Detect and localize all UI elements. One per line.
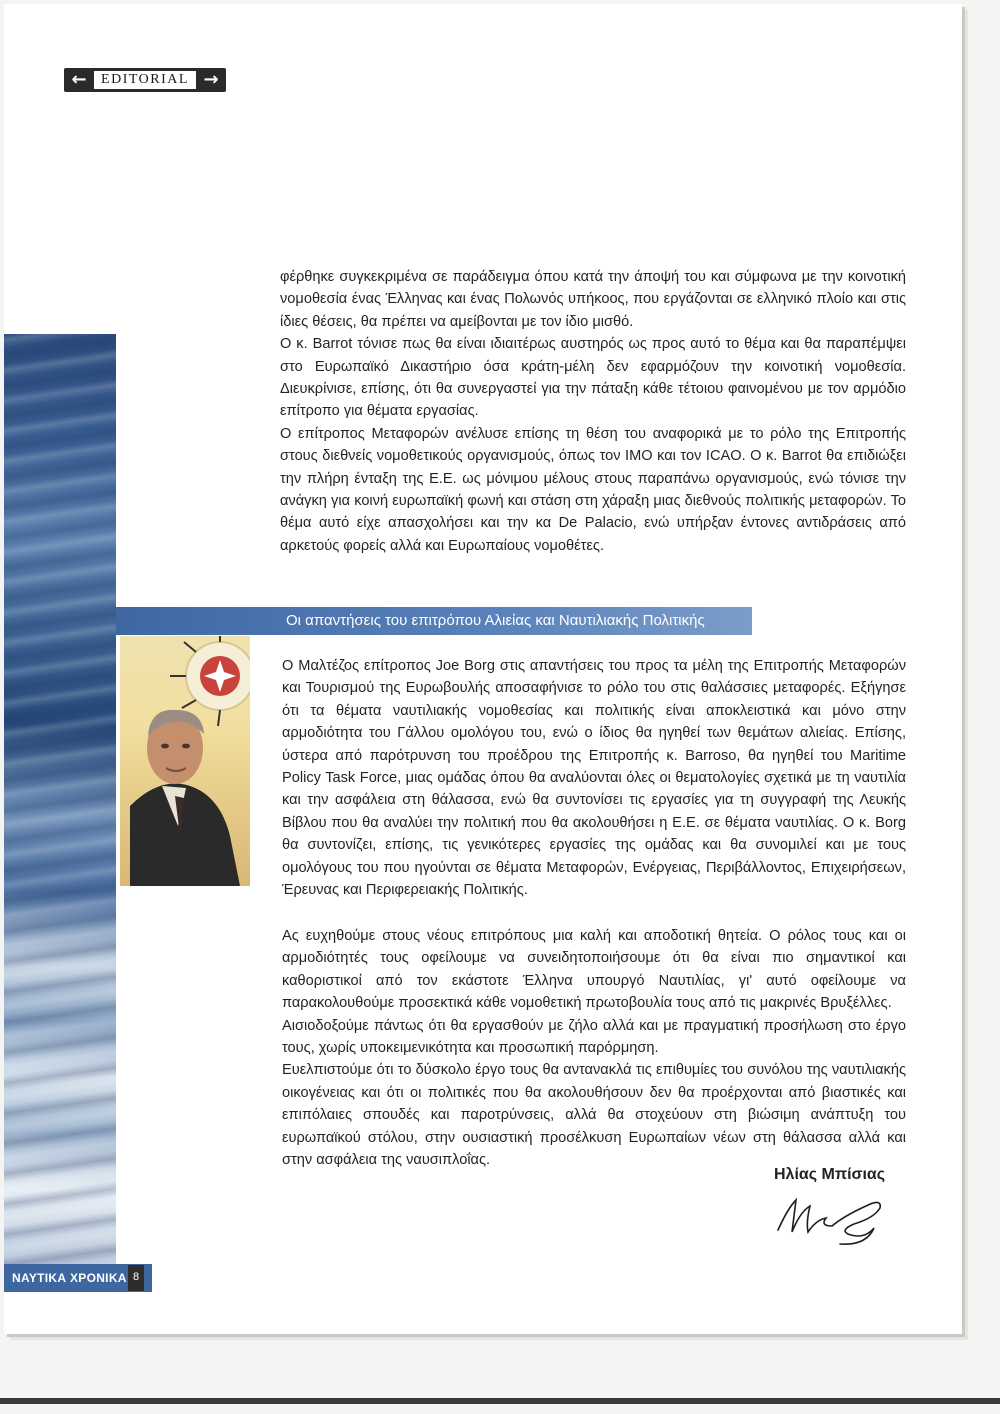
editorial-tag-label: EDITORIAL: [94, 71, 196, 89]
article-intro-block: [280, 266, 906, 557]
section-header-bar: [116, 607, 752, 635]
arrow-right-icon: →: [203, 69, 219, 90]
paragraph: Αισιοδοξούμε πάντως ότι θα εργασθούν με ζήλο αλλά και με πραγματική προσήλωση στο έργο τους, χωρίς υποκειμενικότητα και προσωπική παρόρμηση.: [282, 1017, 906, 1057]
scan-edge-line: [0, 1398, 1000, 1404]
page-footer: [4, 1264, 152, 1292]
sea-decorative-strip: [4, 334, 116, 1264]
paragraph: Ευελπιστούμε ότι το δύσκολο έργο τους θα αντανακλά τις επιθυμίες του συνόλου της ναυτιλιακής οικογένειας και ότι οι πολιτικές που θα ακολουθήσουν δεν θα προέρχονται από βιαστικές και επιπόλαιες σπουδές και παροτρύνσεις, αλλά θα στοχεύουν στη βιώσιμη ανάπτυξη του ευρωπαϊκού στόλου, στην ουσιαστική προσέλκυση Ευρωπαίων νέων στη θάλασσα αλλά και στην ασφάλεια της ναυσιπλοΐας.: [282, 1062, 906, 1169]
article-conclusion-block: [282, 925, 906, 1171]
magazine-page: [4, 4, 962, 1334]
section-title: Οι απαντήσεις του επιτρόπου Αλιείας και Ναυτιλιακής Πολιτικής: [286, 612, 705, 629]
publication-name: ΝΑΥΤΙΚΑ ΧΡΟΝΙΚΑ: [12, 1271, 127, 1285]
article-borg-block: [282, 655, 906, 901]
man-figure: [130, 710, 240, 886]
paragraph: Ο κ. Barrot τόνισε πως θα είναι ιδιαιτέρως αυστηρός ως προς αυτό το θέμα και θα παραπέμψει στο Ευρωπαϊκό Δικαστήριο όσα κράτη-μέλη δεν εφαρμόζουν την κοινοτική νομοθεσία. Διευκρίνισε, επίσης, ότι θα συνεργαστεί για την πάταξη κάθε τέτοιου φαινομένου με τον αρμόδιο επίτροπο για θέματα εργασίας.: [280, 336, 906, 420]
portrait-illustration: [120, 636, 250, 886]
paragraph: Ο επίτροπος Μεταφορών ανέλυσε επίσης τη θέση του αναφορικά με το ρόλο της Επιτροπής στους διεθνείς νομοθετικούς οργανισμούς, όπως τον IMO και τον ICAO. Ο κ. Barrot θα επιδιώξει την πλήρη ένταξη της Ε.Ε. ως μόνιμου μέλους στους παραπάνω οργανισμούς, ενώ τόνισε την ανάγκη για κοινή ευρωπαϊκή φωνή και στάση στη χάραξη μιας διεθνούς πολιτικής μεταφορών. Το θέμα αυτό είχε απασχολήσει και την κα De Palacio, ενώ υπήρξαν έντονες αντιδράσεις από αρκετούς φορείς αλλά και Ευρωπαίους νομοθέτες.: [280, 425, 906, 554]
editorial-tag: [64, 68, 226, 92]
paragraph: φέρθηκε συγκεκριμένα σε παράδειγμα όπου κατά την άποψή του και σύμφωνα με την κοινοτική νομοθεσία ένας Έλληνας και ένας Πολωνός υπήκοος, που εργάζονται σε ελληνικό πλοίο και στις ίδιες θέσεις, θα πρέπει να αμείβονται με τον ίδιο μισθό.: [280, 269, 906, 330]
page-number: 8: [128, 1265, 144, 1291]
author-name: Ηλίας Μπίσιας: [774, 1166, 886, 1183]
commissioner-photo: [120, 636, 250, 886]
arrow-left-icon: ←: [71, 69, 87, 90]
handwritten-signature: [770, 1186, 890, 1246]
paragraph: Ας ευχηθούμε στους νέους επιτρόπους μια καλή και αποδοτική θητεία. Ο ρόλος τους και οι αρμοδιότητές τους οφείλουμε να συνειδητοποιήσουμε ότι θα είναι πιο σημαντικοί και καθοριστικοί από τον εκάστοτε Έλληνα υπουργό Ναυτιλίας, γι' αυτό οφείλουμε να παρακολουθούμε προσεκτικά κάθε νομοθετική πρωτοβουλία τους από τις μακρινές Βρυξέλλες.: [282, 928, 906, 1012]
paragraph: Ο Μαλτέζος επίτροπος Joe Borg στις απαντήσεις του προς τα μέλη της Επιτροπής Μεταφορών και Τουρισμού της Ευρωβουλής αποσαφήνισε το ρόλο του στις θαλάσσιες μεταφορές. Εξήγησε ότι τα θέματα ναυτιλιακής νομοθεσίας και πολιτικής είναι αποκλειστικά και μόνο στην αρμοδιότητα του Γάλλου ομολόγου του, ενώ ο ίδιος θα ηγηθεί των θεμάτων αλιείας. Επίσης, ύστερα από παρότρυνση του προέδρου της Επιτροπής κ. Barroso, θα ηγηθεί του Maritime Policy Task Force, μιας ομάδας όπου θα αναλύονται όλες οι θεματολογίες σχετικά με τη ναυτιλία και την ασφάλεια στη θάλασσα, ενώ θα συντονίσει τις εργασίες για τη συγγραφή της Λευκής Βίβλου που θα αναλύει την πολιτική που θα ακολουθήσει η Ε.Ε. σε θέματα ναυτιλίας. Ο κ. Borg θα συντονίζει, επίσης, τις γενικότερες εργασίες της ομάδας και θα συνομιλεί και με τους ομολόγους του που ηγούνται σε θέματα Μεταφορών, Ενέργειας, Περιβάλλοντος, Επιχειρήσεων, Έρευνας και Περιφερειακής Πολιτικής.: [282, 658, 906, 899]
